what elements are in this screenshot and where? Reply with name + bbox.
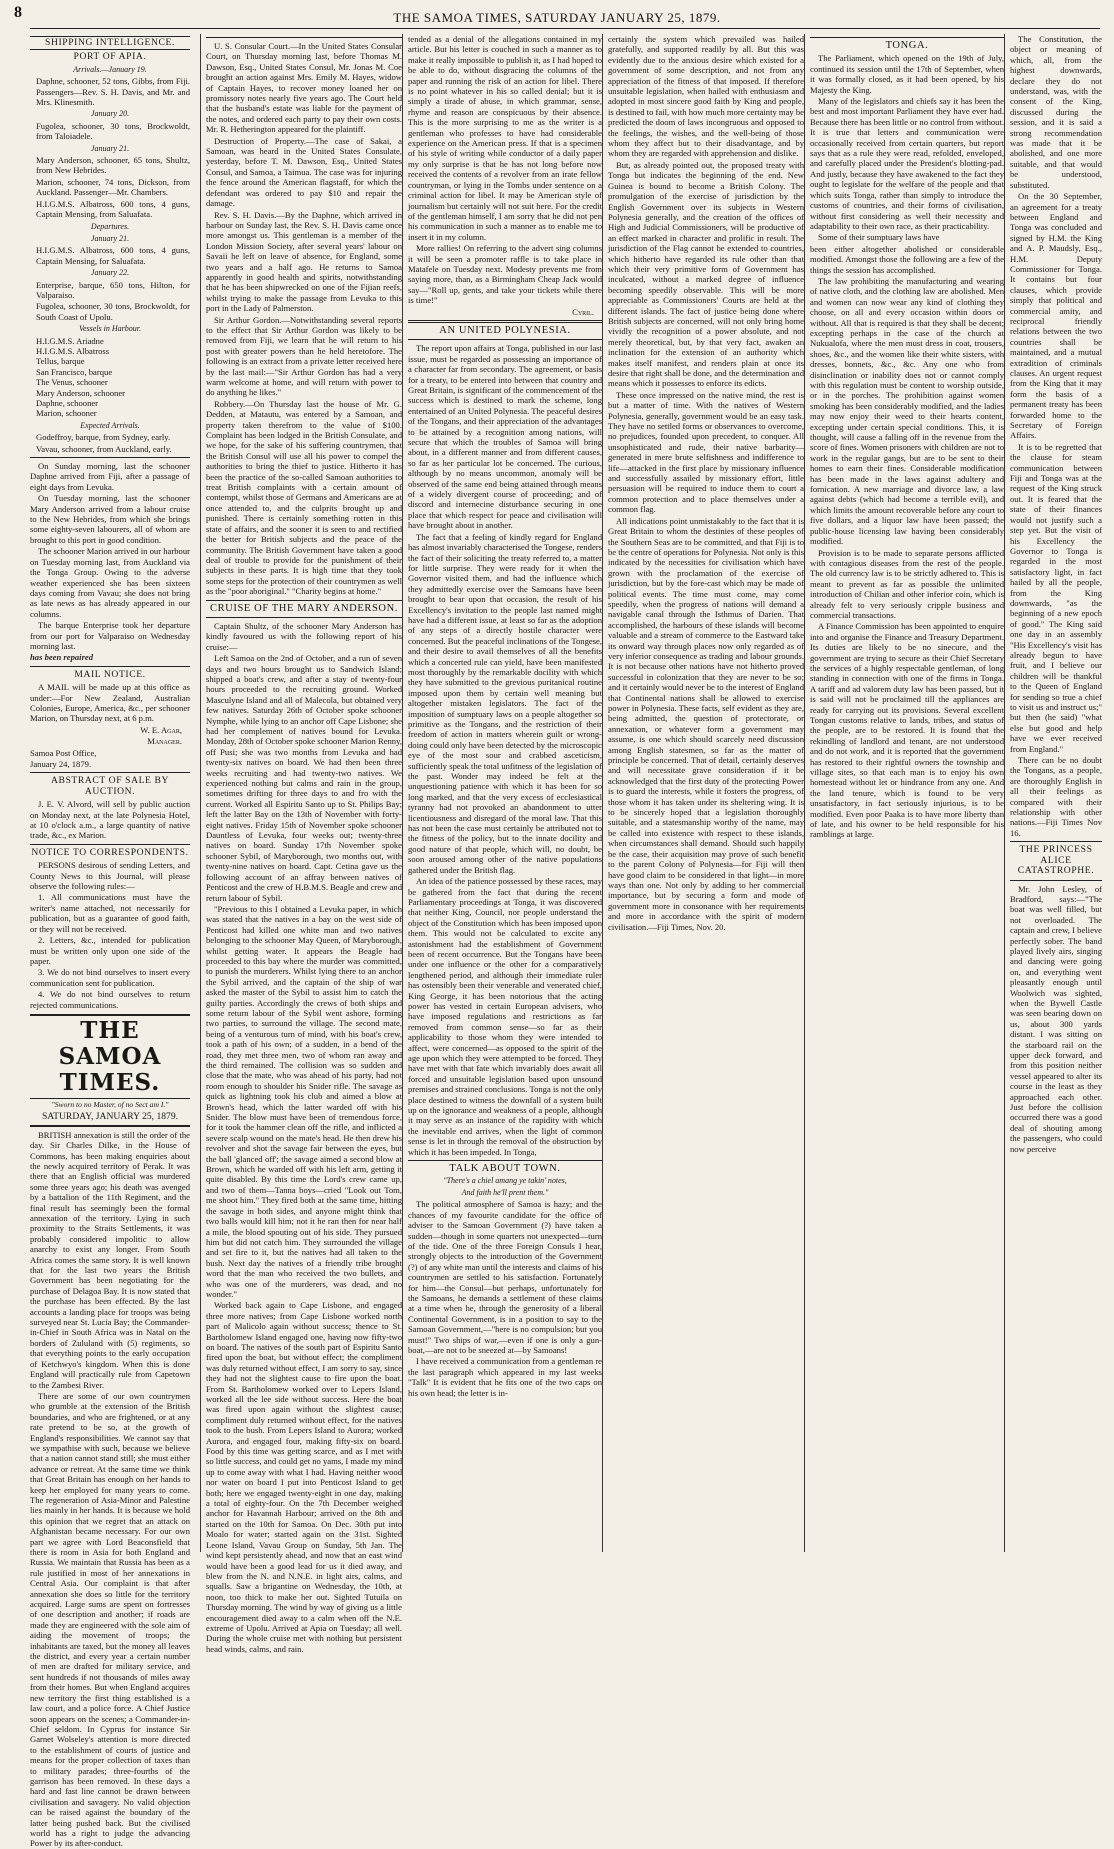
column-2 — [200, 34, 407, 1654]
harbour-vessel: H.I.G.M.S. Albatross — [36, 345, 110, 356]
divider — [408, 320, 602, 323]
consular-paragraph: Robbery.—On Thursday last the house of Mr. G. Dedden, at Matautu, was entered by a Samoan, and property taken therefrom to the value of $100. Complaint has been lodged in the British Consulate, and we hope, for the sake of his suffering countrymen, that the British Consul will use all his power to compel the authorities to bring the thief to justice. Hitherto it has been the practice of the so-called Samoan authorities to treat British complaints with a certain amount of contempt, whilst those of Germans and Americans are at once attended to, and the culprits brought up and punished. There is certainly something rotten in this state of affairs, and the sooner it is seen to and rectified the better for British subjects and the peace of the community. The British Government have taken a good deal of trouble to provide for the punishment of their subjects in these parts. It is high time that they took some steps for the protection of their countrymen as well as the "poor aboriginal." "Charity begins at home." — [206, 398, 402, 597]
harbour-vessel: Daphne, schooner — [36, 398, 99, 408]
arrivals-heading: Arrivals.—January 19. — [73, 64, 147, 74]
correspondents-intro: PERSONS desirous of sending Letters, and County News to this Journal, will please observe the following rules:— — [30, 860, 190, 892]
arrival-entry: Fugolea, schooner, 30 tons, Brockwoldt, from Taloiadele. — [36, 120, 190, 142]
handwritten-note: has been repaired — [30, 652, 94, 663]
arrival-date: January 21. — [90, 143, 130, 153]
arrival-entry: Mary Anderson, schooner, 65 tons, Shultz, from New Hebrides. — [36, 155, 190, 176]
arrival-entry: Marion, schooner, 74 tons, Dickson, from Auckland. Passenger—Mr. Chambers. — [36, 176, 190, 198]
departure-entry: Enterprise, barque, 650 tons, Hilton, for Valparaiso. — [36, 279, 190, 300]
running-head — [0, 0, 1114, 36]
letter-signoff: Cyril. — [572, 306, 594, 317]
talk-heading: TALK ABOUT TOWN. — [449, 1163, 561, 1175]
cruise-paragraph: "Previous to this I obtained a Levuka paper, in which was stated that the natives in a bay on the west side of Penticost had killed one white man and two natives belonging to the schooner May Queen, of Maryborough, whilst getting water. It appears the Beagle had proceeded to this bay where the murder was committed, to punish the murderers. Whilst lying there to an anchor the Sybil arrived, and the captain of the ship of war asked the master of the Sybil to assist him to catch the guilty parties. Accordingly the crews of both ships and some return labour of the Sybil went ashore, forming two parties, to surround the village. The second mate, being of a venturous turn of mind, with his boat's crew, took a path of his own; of a sudden, in a bend of the road, they met three men, two of whom ran away and the third remained. The collision was so sudden and close that the mate, who was ahead of his party, had not room enough to shoulder his Snider rifle. The savage as quick as lightning took his club and aimed a blow at Brown's head, which the latter warded off with his Snider. The blow must have been of tremendous force, for it took the hammer clean off the rifle, and inflicted a severe scalp wound on the mate's head. He then drew his revolver and shot the savage fair between the eyes, but the ball 'glanced off'; the savage aimed a second blow at Brown, which he warded off with his left arm, getting it quite disabled. By this time the Lord's crew came up, and two of them—Tanna boys—cried "Look out Tom, me shoot him." They fired both at the same time, hitting the savage in both sides, and anyone might think that two balls would kill him; not it he ran then for near half a mile, the blood spouting out of his side. They pursued him but did not catch him. They surrounded the village and set fire to it, but the natives had all taken to the bush. Next day the natives of a friendly tribe brought word that the man who received the two bullets, and who was one of the murderers, was dead, and no wonder." — [206, 903, 402, 1299]
divider — [1010, 880, 1102, 881]
divider — [1010, 841, 1102, 842]
auction-heading: ABSTRACT OF SALE BY AUCTION. — [50, 775, 170, 797]
arrival-entry: H.I.G.M.S. Albatross, 600 tons, 4 guns, Captain Mensing, from Saluafata. — [36, 198, 190, 220]
polynesia-paragraph: These once impressed on the native mind, the rest is but a matter of time. With the natives of Western Polynesia, generally, government would be an easy task. They have no settled forms or observances to overcome, no prejudices, founded upon precedent, to conquer. All unsophisticated and rude, their native barbarity—generated in mere brute selfishness and indifference to life—attacked in the first place by missionary influence and successfully assailed by missionary effort, little persuasion will be required to induce them to court a common protection and to place themselves under a common flag. — [608, 389, 804, 515]
column-5 — [804, 34, 1009, 1552]
mail-date: January 24, 1879. — [30, 759, 92, 769]
polynesia-paragraph: The fact that a feeling of kindly regard for England has almost invariably characterised the Tongese, renders the fact of their soliciting the treaty referred to, a matter for little surprise. They were ready for it when the Governor visited them, and had the influence which they admittedly exercise over the Samoans have been brought to bear upon that occasion, the result of his Excellency's invitation to the people last named might have had a different issue, at least so far as the adoption of any steps of a directly hostile character were concerned. But the peaceful inclinations of the Tongese, and their desire to avail themselves of all the benefits which a concerted rule can yield, have been manifested most thoroughly by the remarkable docility with which they have submitted to the grevious puritanical routine imposed upon them by certain well meaning but altogether mistaken legislators. The fact of the imposition of sumptuary laws on a people altogether so primitive as the Tongans, and the restriction of their freedom of action in matters wherein guilt or wrong-doing could only have been detected by the microscopic eye of the most sour and crabbed asceticism, sufficiently speak the total unfitness of the legislation of the past. Wonder may indeed be felt at the unquestioning patience with which it has been for so long marked, and that the very excess of ecclesiastical tyranny had not provoked an abandonment to utter licentiousness and disregard of the moral law. That this has not been the case must certainly be attributed not to the fitness of the policy, but to the innate docility and good nature of that people, which will, no doubt, be soon aroused among other of the native populations gathered under the British flag. — [408, 531, 602, 875]
consular-paragraph: Sir Arthur Gordon.—Notwithstanding several reports to the effect that Sir Arthur Gordon was likely to be removed from Fiji, we learn that he will return to his post with greater powers than he held heretofore. The following is an extract from a private letter received here by the last mail:—"Sir Arthur Gordon has had a very warm welcome at home, and will return with power to do anything he likes." — [206, 314, 402, 398]
shipping-heading: SHIPPING INTELLIGENCE. — [30, 36, 190, 50]
nameplate: THE SAMOA TIMES. — [30, 1014, 190, 1099]
correspondents-rule: 4. We do not bind ourselves to return rejected communications. — [30, 989, 190, 1010]
editorial-paragraph: There are some of our own countrymen who grumble at the extension of the British boundaries, and who are frightened, or at any rate pretend to be so, at the growth of England's responsibilities. We cannot say that we sympathise with such, because we believe that a nation cannot stand still; she must either advance or retreat. At the same time we think that Great Britain has enough on her hands to keep her employed for many years to come. The regeneration of Asia-Minor and Palestine lies mainly in her hands. It is because we hold this opinion that we regret that an attack on Afghanistan became necessary. For our own part we agree with Lord Beaconsfield that there is room in Asia for both England and Russia. We maintain that Russia has been as a rule justified in most of her annexations in Central Asia. Our complaint is that after annexation she does so little for the territory acquired. Large sums are spent on fortresses of one description and another; if roads are made they are engineered with the sole aim of aiding the movement of troops; the inhabitants are taxed, but the money all leaves the district, and every year a certain number of men are drafted for military service, and sent hundreds if not thousands of miles away from their homes. But when England acquires new territory the first thing established is a law court, and a police force. A Chief Justice soon appears on the scenes; a Commander-in-Chief seldom. In Cyprus for instance Sir Garnet Wolseley's attention is more directed to the establishment of courts of justice and means for the proper collection of taxes than to military parades; three-fourths of the garrison has been removed. In these days a hard and fast line cannot be drawn between civilisation and savagery. No valid objection can be raised against the boundary of the latter being pushed back. But the civilised world has a right to judge the advancing Power by its after-conduct. — [30, 1390, 190, 1849]
cruise-paragraph: Captain Shultz, of the schooner Mary Anderson has kindly favoured us with the following report of his cruise:— — [206, 620, 402, 652]
tonga-paragraph: There can be no doubt the Tongans, as a people, are thoroughly English in all their feelings as compared with their relationship with other nations.—Fiji Times Nov 16. — [1010, 755, 1102, 838]
tonga-paragraph: been either altogether abolished or considerable modified. Amongst those the following are a few of the things the session has accomplished. — [810, 243, 1004, 275]
talk-paragraph: The political atmosphere of Samoa is hazy; and the chances of my favourite candidate for the office of adviser to the Samoan Government (?) have taken a sudden—though in some quarters not unexpected—turn of the tide. One of the three Foreign Consuls I hear, strongly objects to the introduction of the Government (?) of any white man until the interests and claims of his countrymen are settled to his satisfaction. Fortunately for him—the Consul—but perhaps, unfortunately for the Samoans, he demands a settlement of these claims at a time when he, through the generosity of a liberal Continental Government, is in a position to say to the Samoan Government,—"here is no compulsion; but you must!" Two ships of war,—even if one is only a gun-boat,—are not to be sneezed at—by Samoans! — [408, 1199, 602, 1355]
polynesia-paragraph: All indications point unmistakably to the fact that it is Great Britain to whom the destinies of these peoples of the Southern Seas are to be committed, and that Fiji is to be the centre of operations for Polynesia. Not only is this indicated by the necessities for civilisation which have grown with the proclamation of the exercise of jurisdiction, but by the fore-cast which may be made of political events. The time must come, may come speedily, when the progress of nations will demand a navigable canal through the Isthmus of Darien. That accomplished, the harbours of these islands will become valuable and a stream of commerce to the Eastward take its onward way through places now only regarded as of very inferior consequence as trading and labour grounds. It is not because other nations have not hitherto proved successful in colonization that they are never to be so; and it certainly would never be to the interest of England that Continental nations shall be allowed to exercise power in Polynesia. These facts, self evident as they are, being admitted, the question of protectorate, or annexation, or whatever form a government may assume, is one which should scarcely need discussion among English statesmen, so far as the matter of principle be concerned. That of detail, certainly deserves and will necessitate grave consideration if it be acknowledged that the first duty of the protecting Power is to guard the interests, while it fosters the progress, of those whom it has taken under its sheltering wing. It is to be sincerely hoped that a legislation thoroughly suitable, and a statesmanship worthy of the name, may be called into existence with respect to these islands, when circumstances shall demand. Should such happily be the case, their acquisition may prove of such benefit to the parent Colony of Polynesia—for Fiji will then have good claim to be considered in that light—in more ways than one. Not only by adding to her commercial importance, but by securing a form and mode of government more in consonance with her requirements and more in accordance with the spirit of modern civilisation.—Fiji Times, Nov. 20. — [608, 515, 804, 932]
divider — [408, 1160, 602, 1161]
tonga-heading: TONGA. — [885, 40, 929, 51]
correspondents-heading: NOTICE TO CORRESPONDENTS. — [31, 846, 189, 858]
tonga-paragraph: Many of the legislators and chiefs say it has been the best and most important Parliament they have ever had. Because there has been little or no control from without. It is true that letters and communication were occasionally received from certain quarters, but report says that as a rule they were read, refolded, enveloped, and carefully placed under the President's blotting-pad. And justly, because they have awakened to the fact they ought to legislate for the welfare of the people and that which suits Tonga, rather than simply to introduce the customs of countries, and their forms of civilisation, without first considering as well their necessity and adaptability to their own race, as their practicability. — [810, 96, 1004, 231]
tonga-paragraph: A Finance Commission has been appointed to enquire into and organise the Finance and Treasury Department. Its duties are likely to be no sinecure, and the government are trying to secure as their Chief Secretary the services of a highly respectable gentleman, of long standing in connection with one of the firms in Tonga. A tariff and ad valorem duty law has been passed, but it is said will not be proclaimed till the appliances are ready for carrying out its provisions. Several excellent Tongan customs relative to lands, tribes, and status of the people, are to be restored. It is found that the rekindling of landlord and tenant, are not understood and do not work, and it is reported that the government has restored to their rightful owners the township and village sites, so that each man is to enjoy his own homestead without let or hindrance from any one. And the land tenure, which is found to be very unsatisfactory, in fact seriously injurious, is to be modified. Even poor Paaka is to have more liberty than of late, and his owner to be held responsible for his ramblings at large. — [810, 621, 1004, 840]
issue-date: SATURDAY, JANUARY 25, 1879. — [30, 1112, 190, 1126]
mail-heading: MAIL NOTICE. — [74, 668, 146, 680]
cruise-paragraph: Worked back again to Cape Lisbone, and engaged three more natives; from Cape Lisbone worked north part of Malicolo again without success; thence to St. Bartholomew Island engaged one, having now fifty-two on board. The natives of the south part of Espiritu Santo fired upon the boat, but without effect; the compliment was duly returned without effect, I am sorry to say, since they had not the slightest cause to fire upon the boat. From St. Bartholomew worked over to Lepers Island, worked all the lee side without success. Here the boat was fired upon again without the slightest cause; compliment duly returned without effect, for the natives took to the bush. From Lepers Island to Aurora; worked Aurora, and engaged four, making fifty-six on board. Food by this time was getting scarce, and as I met with so little success, and could get no yams, I made my mind up to come away with what I had. Having neither wood nor water on board I put into Penticost Island to get both; here we engaged twenty-eight in one day, making a total of eighty-four. On the 7th December weighed anchor for Havannah Harbour; arrived on the 8th and started on the 10th for Samoa. On Dec. 30th put into Moalo for water; started again on the 31st. Sighted Leone Island, Vavau Group on Sunday, 5th Jan. The wind kept persistently ahead, and now that an east wind would have been a good lead for us it died away, and blew from the N. and N.N.E. in light airs, calms, and squalls. Saw a brigantine on Wednesday, the 10th, at noon, too thick to make her out. Sighted Tutuila on Thursday morning. The wind by way of giving us a little encouragement died away to a calm when off the N.E. extreme of Upolu. Arrived at Apia on Tuesday; all well. During the whole cruise met with nothing but persistent head winds, calms, and rain. — [206, 1300, 402, 1654]
divider — [206, 617, 402, 618]
harbour-vessel: H.I.G.M.S. Ariadne — [36, 335, 104, 346]
auction-body: J. E. V. Alvord, will sell by public auction on Monday next, at the late Polynesia Hotel, at 10 o'clock a.m., a large quantity of native trade, &c., ex Marion. — [30, 799, 190, 841]
polynesia-heading: AN UNITED POLYNESIA. — [439, 324, 571, 336]
tonga-paragraph: The Parliament, which opened on the 19th of July, continued its session until the 17th of September, when it was formally closed, as it had been opened, by his Majesty the King. — [810, 53, 1004, 95]
column-1 — [30, 34, 194, 1849]
expected-entry: Godeffroy, barque, from Sydney, early. — [36, 432, 171, 443]
cruise-paragraph: Left Samoa on the 2nd of October, and a run of seven days and two hours brought us to Sandwich Island; shipped a boat's crew, and after a stay of twenty-four hours proceeded to the recruiting ground. Worked Masculyne Island and all of Malecola, but obtained very few natives. Saturday 26th of October spoke schooner Nymphe, while lying to an anchor off Cape Lisbone; she had her complement of natives bound for Levuka. Monday, 28th of October spoke schooner Marion Renny, off Pusi; she was two months from Levuka and had twenty-six natives on board. We had then been three weeks recruiting and had twenty-two natives. We experienced nothing but calms and rain in the group, sometimes drifting for three days to and fro with the current. Worked all Espiritu Santo up to St. Philips Bay; left the latter Bay on the 13th of November with forty-eight natives. Friday 15th of November spoke schooner Dauntless of Levuka, four weeks out; twenty-three natives on board. Sunday 17th November spoke schooner Sybil, of Maryborough, two months out, with twenty-nine natives on board. Capt. Cetina gave us the following account of an affray between natives of Penticost and the crew of H.B.M.S. Beagle and crew and return labour of Sybil. — [206, 653, 402, 903]
consular-paragraph: Rev. S. H. Davis.—By the Daphne, which arrived in harbour on Sunday last, the Rev. S. H. Davis came once more amongst us. This gentleman is a member of the London Mission Society, after several years' labour on Savaii he left on leave of absence, for England, some two years and a half ago. He returns to Samoa apparently in good health and spirits, notwithstanding that he has been shipwrecked on one of the Fijian reefs, whilst trying to make the passage from Levuka to this port in the Lady of Palmerston. — [206, 209, 402, 314]
shipping-note: On Sunday morning, last the schooner Daphne arrived from Fiji, after a passage of eight days from Levuka. — [30, 461, 190, 492]
tonga-paragraph: The law prohibiting the manufacturing and wearing of native cloth, and the clothing law are abolished. Men and women can now wear any kind of clothing they choose, on all and every occasion within doors or without. All that is required is that they shall be decent; excepting perhaps in the case of the church at Nukualofa, where the men must dress in coat, trousers, shoes, &c., and the women like their white sisters, with dresses, bonnets, &c., &c. Any one who from disinclination or inability does not or cannot comply with this regulation must be content to worship outside, or in the porches. The prohibition against women smoking has been considerably modified, and the ladies may now enjoy their weed to their hearts content, excepting under certain special conditions. This, it is thought, will cause a falling off in the revenue from the score of fines. Women prisoners with children are not to work in the regular gangs, but are to be sent to their homes to earn their fines. Considerable modification has been made in the laws against adultery and fornication. A new marriage and divorce law, a law against debts (which had become a terrible evil), and which limits the amount recoverable before any court to five dollars, and a liquor law have been passed; the public-house licensing law having been considerably modified. — [810, 275, 1004, 547]
departure-entry: Fugolea, schooner, 30 tons, Brockwoldt, for South Coast of Upolu. — [36, 301, 190, 322]
shipping-note: On Tuesday morning, last the schooner Mary Anderson arrived from a labour cruise to the New Hebrides, from which she brings some eighty-seven labourers, all of whom are brought to this port in good condition. — [30, 493, 190, 545]
catastrophe-paragraph: Mr. John Lesley, of Bradford, says:—"The boat was well filled, but not overloaded. The captain and crew, I believe perfectly sober. The band played lively airs, singing and dancing were going on, and everything went pleasantly enough until Woolwich was sighted, when the Bywell Castle was seen bearing down on us, about 300 yards distant. I was sitting on the starboard rail on the upper deck forward, and from this position neither vessel appeared to alter its course in the least as they approached each other. Just before the collision occurred there was a good deal of shouting among the passengers, who could now perceive — [1010, 883, 1102, 1154]
mail-signer: W. E. Agar, — [140, 724, 182, 735]
polynesia-paragraph: But, as already pointed out, the proposed treaty with Tonga but indicates the beginning of the end. New Guinea is bound to become a British Colony. The promulgation of the exercise of jurisdiction by the English Government over its subjects in Western Polynesia generally, and the creation of the offices of High and Judicial Commissioners, will be productive of an effect marked in character and prolific in result. The jurisdiction of the Flag cannot be extended to countries, which hitherto have regarded its rule other than that which their very primitive form of Government has inculcated, without a marked degree of influence becoming speedily observable. This will be more appreciable as Commissioners' Courts are held at the different islands. The fact of justice being done where British subjects are concerned, will not only bring home vividly the recognition of a power absolute, and not merely theoretical, but, by that very fact, awaken an inclination for the extension of an authority which makes itself manifest, and renders plain at once its desire that right shall be done, and the determination and means which it possesses to enforce its edicts. — [608, 159, 804, 389]
harbour-vessel: Tellus, barque — [36, 356, 85, 367]
tonga-paragraph: On the 30 September, an agreement for a treaty between England and Tonga was concluded and signed by H.M. the King and A. P. Maudsly, Esq., H.M. Deputy Commissioner for Tonga. It contains but four clauses, which provide simply that political and commercial amity, and reciprocal friendly relations between the two countries shall be maintained, and a mutual extradition of criminals clauses. An urgent request from the King that it may form the basis of a permanent treaty has been forwarded home to the Secretary of Foreign Affairs. — [1010, 191, 1102, 441]
talk-paragraph: I have received a communication from a gentleman re the last paragraph which appeared in my last weeks "Talk" It is evident that he fits one of the two caps on his own head; the letter is in- — [408, 1356, 602, 1398]
consular-paragraph: U. S. Consular Court.—In the United States Consular Court, on Thursday morning last, before Thomas M. Dawson, Esq., United States Consul, Mr. Jonas M. Coe brought an action against Mrs. Emily M. Hayes, widow of Captain Hayes, to recover money loaned her on promissory notes nearly five years ago. The Court held that the husband's estate was liable for the payment of the notes, and ordered each party to pay their own costs. Mr. R. Hetherington appeared for the plaintiff. — [206, 41, 402, 135]
cruise-heading: CRUISE OF THE MARY ANDERSON. — [209, 602, 399, 614]
arrival-date: January 20. — [90, 109, 130, 119]
motto: "Sworn to no Master, of no Sect am I." — [51, 1099, 169, 1109]
divider — [810, 37, 1004, 38]
tonga-paragraph: Some of their sumptuary laws have — [818, 232, 940, 243]
harbour-vessel: Marion, schooner — [36, 408, 97, 419]
divider — [206, 600, 402, 601]
head-rule — [30, 28, 1100, 29]
running-title: THE SAMOA TIMES, SATURDAY JANUARY 25, 1879. — [393, 10, 721, 25]
divider — [408, 339, 602, 340]
departure-date: January 21. — [90, 233, 130, 243]
tonga-paragraph: The Constitution, the object or meaning of which, all, from the highest downwards, declare they do not understand, was, with the consent of the King, discussed during the session, and it is said a strong recommendation was made that it be abolished, and one more suitable, and that would be understood, substituted. — [1010, 34, 1102, 190]
editorial-paragraph: BRITISH annexation is still the order of the day. Sir Charles Dilke, in the House of Commons, has been making enquiries about the newly acquired territory of Perak. It was there that an English official was murdered some three years ago; his death was avenged by a battalion of the 11th Regiment, and the final result has seemingly been the formal annexation of the territory. Lying in such proximity to the Straits Settlements, it was probably considered impolitic to allow anarchy to exist any longer. From South Africa comes the same story. It is well known that for the last two years the British Government has been negotiating for the purchase of Delagoa Bay. It is now stated that the purchase has been effected. By the last accounts a landing place for troops was being surveyed near St. Lucia Bay; the Commander-in-Chief in South Africa was in Natal on the borders of Zululand with (5) regiments, so that everything points to the early occupation of Ketchwyo's kingdom. When this is done England will practically rule from Capetown to the Zambesi River. — [30, 1129, 190, 1390]
departures-heading: Departures. — [90, 221, 130, 231]
correspondents-rule: 2. Letters, &c., intended for publication must be written only upon one side of the paper. — [30, 935, 190, 966]
column-6 — [1004, 34, 1102, 1552]
correspondents-rule: 3. We do not bind ourselves to insert every communication sent for publication. — [30, 967, 190, 988]
talk-verse: "There's a chiel amang ye takin' notes, — [443, 1176, 567, 1186]
expected-entry: Vavau, schooner, from Auckland, early. — [36, 443, 172, 454]
divider — [206, 37, 402, 38]
harbour-vessel: Mary Anderson, schooner — [36, 387, 126, 398]
divider — [30, 772, 190, 773]
shipping-note: The schooner Marion arrived in our harbour on Tuesday morning last, from Auckland via the Tonga Group. Owing to the adverse weather experienced she has been sixteen days coming from Vavau; she does not bring as late news as has already appeared in our columns. — [30, 546, 190, 619]
polynesia-paragraph: The report upon affairs at Tonga, published in our last issue, must be regarded as possessing an importance of a character far from secondary. The agreement, or basis for a treaty, to be entered into between that country and Great Britain, is significant of the commencement of the success which is destined to mark the scheme, long entertained of an United Polynesia. The peaceful desires of the Tongans, and their appreciation of the advantages to be attained by a recognition among nations, will secure that which the troubles of Samoa will bring about, in a different manner and from different causes, so far as her particular lot be concerned. The curious, although by no means uncommon, anomaly will be observed of the same end being attained through means of a widely divergent course of proceeding; and of discord and internecine disturbance securing in one place that which respect for peace and civilisation will have brought about in another. — [408, 343, 603, 531]
mail-signer-title: Manager. — [147, 736, 182, 747]
departure-entry: H.I.G.M.S. Albatross, 600 tons, 4 guns, Captain Mensing, for Saluafata. — [36, 245, 190, 266]
polynesia-paragraph: An idea of the patience possessed by these races, may be gathered from the fact that during the recent Parliamentary proceedings at Tonga, it was discovered that neither King, Council, nor people understand the object of the Constitution which has been imposed upon them. This would not be calculated to excite any astonishment had the establishment of Government been of recent occurrence. But the Tongans have been under one influence or the other for a comparatively lengthened period, and although their immediate ruler has ostensibly been their venerable and venerated chief, King George, it has been notorious that the acting power has vested in certain European advisers, who have imposed regulations and restrictions as far removed from common sense—so far as their applicability to those whom they were intended to affect, were concerned—as opposed to the spirit of the age upon which they were attempted to be forced. They have met with that fate which invariably does await all forced and unsuitable legislation based upon unsound premises and strained conclusions. Tonga is not the only place destined to witness the downfall of a system built up on the ignorance and weakness of a people, although it may serve as an instance of the rapidity with which the inevitable end arrives, when the light of common sense is let in through the removal of the obstruction by which it has been impeded. In Tonga, — [408, 876, 602, 1157]
correspondents-rule: 1. All communications must have the writer's name attached, not necessarily for publication, but as a guarantee of good faith, or they will not be received. — [30, 892, 190, 934]
catastrophe-heading: THE PRINCESS ALICE CATASTROPHE. — [1017, 844, 1095, 877]
mail-body: A MAIL will be made up at this office as under:—For New Zealand, Australian Colonies, Europe, America, &c., per schooner Marion, on Thursday next, at 6 p.m. — [30, 682, 190, 724]
tonga-paragraph: It is to be regretted that the clause for steam communication between Fiji and Tonga was at the request of the King struck out. It is feared that the state of their finances would not justify such a step yet. But the visit of his Excellency the Governor to Tonga is regarded in the most satisfactory light, in fact hailed by all the people, from the King downwards, "as the beginning of a new epoch of good." The King said one day in an assembly "His Excellency's visit has already begun to have fruit, and I believe our children will be thankful to the Queen of England for sending so true a chief to visit us and instruct us;" but then (he said) "what else but good and help have we ever received from England." — [1010, 441, 1102, 754]
harbour-heading: Vessels in Harbour. — [78, 324, 141, 334]
divider — [30, 457, 190, 458]
arrival-entry: Daphne, schooner, 52 tons, Gibbs, from Fiji. Passengers—Rev. S. H. Davis, and Mr. and Mrs. Klinesmith. — [36, 76, 190, 108]
harbour-vessel: San Francisco, barque — [36, 366, 113, 377]
talk-verse: And faith he'll prent them." — [461, 1187, 549, 1197]
letter-paragraph: More rallies! On referring to the advert sing columns it will be seen a promoter raffle is to take place in Matafele on Tuesday next. Modesty prevents me from saying more, than, as a Birmingham Cheap Jack would say—"Roll up, gents, and take your tickets while there is time!" — [408, 243, 602, 306]
mail-place: Samoa Post Office, — [30, 747, 97, 758]
page-mark: 8 — [14, 4, 22, 21]
column-4 — [602, 34, 809, 1552]
consular-paragraph: Destruction of Property.—The case of Sakai, a Samoan, was heard in the United States Consulate, yesterday, before T. M. Dawson, Esq., United States Consul, and Samoa, a Taimua. The case was for injuring the fence around the American flagstaff, for which the defendant was ordered to pay $10 and repair the damage. — [206, 135, 402, 209]
column-3 — [402, 34, 607, 1552]
tonga-paragraph: Provision is to be made to separate persons afflicted with contagious diseases from the rest of the people. The old currency law is to be strictly adhered to. This is meant to prevent as far as possible the unlimited introduction of Chilian and other inferior coin, which is already felt to very seriously cripple business and commercial transactions. — [810, 547, 1004, 620]
divider — [30, 844, 190, 845]
departure-date: January 22. — [90, 268, 130, 278]
columns — [30, 34, 1102, 1849]
divider — [30, 666, 190, 667]
polynesia-paragraph: certainly the system which prevailed was hailed gratefully, and supported readily by all. But this was evidently due to the anxious desire which existed for a government of some description, and not from any appreciation of the fitness of that imposed. If therefore unsuitable legislation, when hailed with enthusiasm and adopted in most sincere good faith by King and people, is destined to fail, with how much more certainty may be predicted the doom of laws incongruous and opposed to the feelings, the wishes, and the well-being of those whom they affect but to their disadvantage, and by whom they are regarded with apprehension and dislike. — [608, 34, 804, 159]
letter-paragraph: tended as a denial of the allegations contained in my article. But his letter is couched in such a manner as to make it really impossible to publish it, as I had hoped to be able to do, without disgracing the columns of the paper and running the risk of an action for libel. There is no point whatever in his so called denial; but it is simply a tirade of abuse, in which grammar, sense, rhyme and reason are conspicuous by their absence. This is the more surprising to me as the writer is a gentleman who professes to have had considerable experience on the American press. If that is a specimen of his style of writing while conductor of a daily paper my only surprise is that he has not long before now received the contents of a revolver from an irate fellow countryman, or lying in the Tombs under sentence on a criminal action for libel. It may be American style of journalism but certainly will not suit here. For the credit of the gentleman himself, I am sorry that he did not pen his communication in such a manner as to enable me to insert it in my column. — [408, 34, 602, 242]
port-heading: PORT OF APIA. — [73, 51, 147, 63]
harbour-vessel: The Venus, schooner — [36, 377, 108, 388]
expected-heading: Expected Arrivals. — [80, 420, 140, 430]
shipping-note: The barque Enterprise took her departure from our port for Valparaiso on Wednesday morning last. — [30, 620, 190, 651]
